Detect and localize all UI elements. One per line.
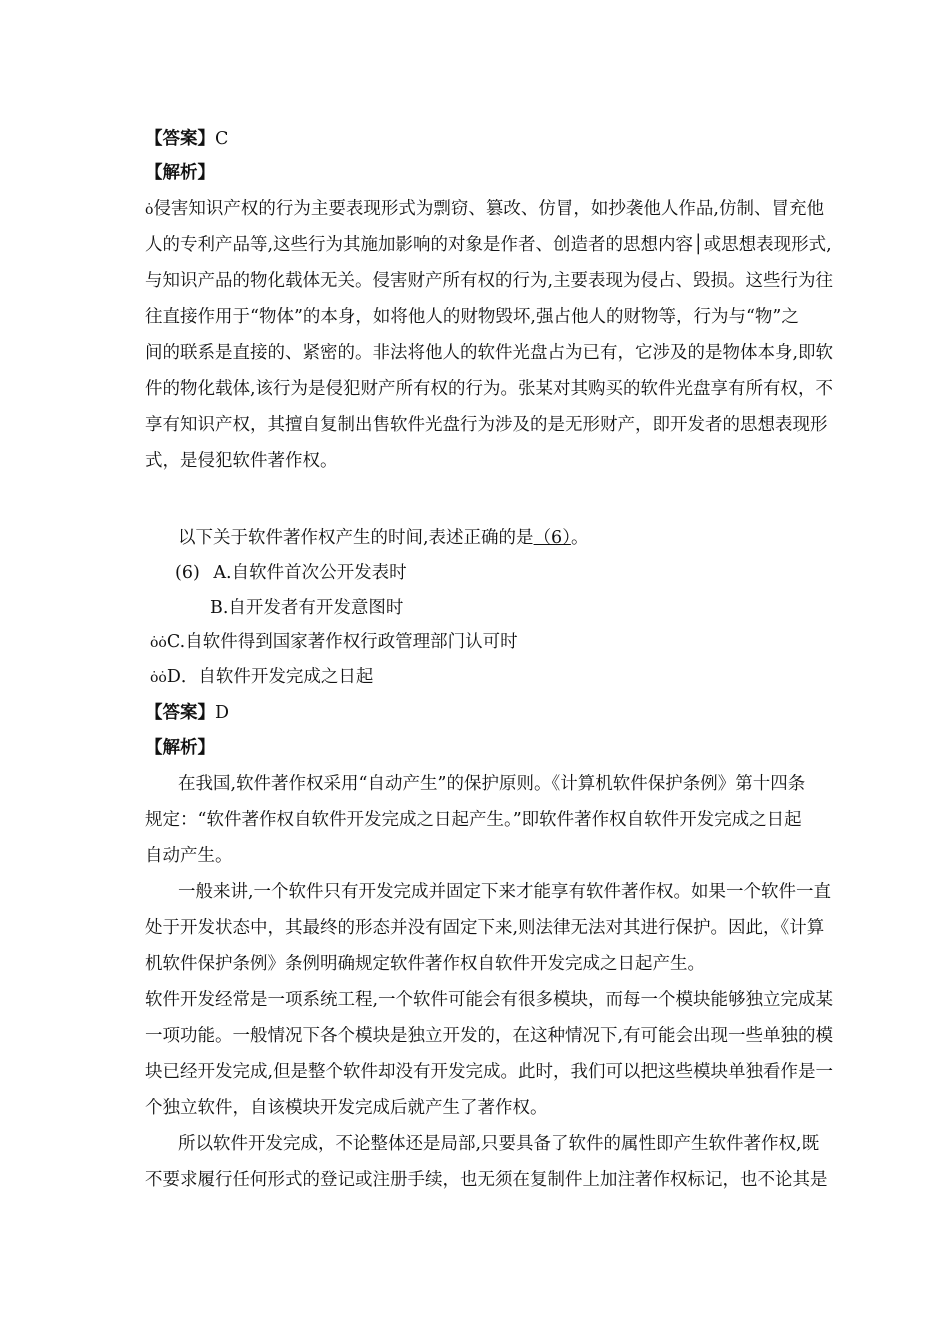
analysis-label-1: 【解析】 — [145, 163, 215, 183]
option-c: C.自软件得到国家著作权行政管理部门认可时 — [166, 632, 518, 652]
paragraph-line: 机软件保护条例》条例明确规定软件著作权自软件开发完成之日起产生。 — [145, 954, 705, 974]
paragraph-text: 侵害知识产权的行为主要表现形式为剽窃、篡改、仿冒，如抄袭他人作品,仿制、冒充他 — [153, 199, 824, 219]
option-d-line — [150, 665, 373, 690]
answer-label: 【答案】 — [145, 129, 215, 149]
option-c-marker: ȯȯ — [150, 635, 167, 651]
option-d-marker: ȯȯ — [150, 670, 167, 686]
paragraph-line: 不要求履行任何形式的登记或注册手续，也无须在复制件上加注著作权标记，也不论其是 — [145, 1170, 828, 1190]
option-c-line — [150, 630, 518, 655]
paragraph-line: 一项功能。一般情况下各个模块是独立开发的，在这种情况下,有可能会出现一些单独的模 — [145, 1026, 834, 1046]
paragraph-marker: ȯ — [145, 202, 154, 218]
answer-line-2 — [145, 701, 229, 725]
analysis-label-2: 【解析】 — [145, 738, 215, 758]
paragraph-line: 享有知识产权，其擅自复制出售软件光盘行为涉及的是无形财产，即开发者的思想表现形 — [145, 415, 828, 435]
paragraph-line: 间的联系是直接的、紧密的。非法将他人的软件光盘占为已有，它涉及的是物体本身,即软 — [145, 343, 834, 363]
paragraph-line: 自动产生。 — [145, 846, 233, 866]
paragraph-line: 处于开发状态中，其最终的形态并没有固定下来,则法律无法对其进行保护。因此，《计算 — [145, 918, 825, 938]
paragraph-line: 块已经开发完成,但是整个软件却没有开发完成。此时，我们可以把这些模块单独看作是一 — [145, 1062, 834, 1082]
paragraph-line: 件的物化载体,该行为是侵犯财产所有权的行为。张某对其购买的软件光盘享有所有权，不 — [145, 379, 834, 399]
paragraph-line: 式，是侵犯软件著作权。 — [145, 451, 338, 471]
option-a: A.自软件首次公开发表时 — [213, 563, 407, 583]
paragraph-line: 人的专利产品等,这些行为其施加影响的对象是作者、创造者的思想内容│或思想表现形式, — [145, 235, 832, 255]
paragraph-line: 个独立软件，自该模块开发完成后就产生了著作权。 — [145, 1098, 548, 1118]
question-stem — [178, 526, 588, 550]
answer-value: C — [215, 129, 229, 149]
option-b: B.自开发者有开发意图时 — [210, 598, 404, 618]
option-d: D．自软件开发完成之日起 — [166, 667, 374, 687]
paragraph-line: 与知识产品的物化载体无关。侵害财产所有权的行为,主要表现为侵占、毁损。这些行为往 — [145, 271, 834, 291]
paragraph-line: 一般来讲,一个软件只有开发完成并固定下来才能享有软件著作权。如果一个软件一直 — [178, 882, 832, 902]
option-a-line — [175, 561, 407, 585]
paragraph-line — [145, 197, 824, 222]
question-number: (6) — [175, 563, 200, 583]
answer-line-1 — [145, 127, 228, 151]
question-stem-prefix: 以下关于软件著作权产生的时间,表述正确的是 — [178, 528, 534, 548]
paragraph-line: 软件开发经常是一项系统工程,一个软件可能会有很多模块，而每一个模块能够独立完成某 — [145, 990, 834, 1010]
paragraph-line: 所以软件开发完成，不论整体还是局部,只要具备了软件的属性即产生软件著作权,既 — [178, 1134, 820, 1154]
answer-label: 【答案】 — [145, 703, 215, 723]
paragraph-line: 在我国,软件著作权采用“自动产生”的保护原则。《计算机软件保护条例》第十四条 — [178, 774, 806, 794]
paragraph-line: 往直接作用于“物体”的本身，如将他人的财物毁坏,强占他人的财物等，行为与“物”之 — [145, 307, 799, 327]
question-stem-suffix: 。 — [570, 528, 589, 548]
answer-value: D — [215, 703, 230, 723]
question-blank: （6） — [533, 528, 571, 548]
paragraph-line: 规定：“软件著作权自软件开发完成之日起产生。”即软件著作权自软件开发完成之日起 — [145, 810, 802, 830]
